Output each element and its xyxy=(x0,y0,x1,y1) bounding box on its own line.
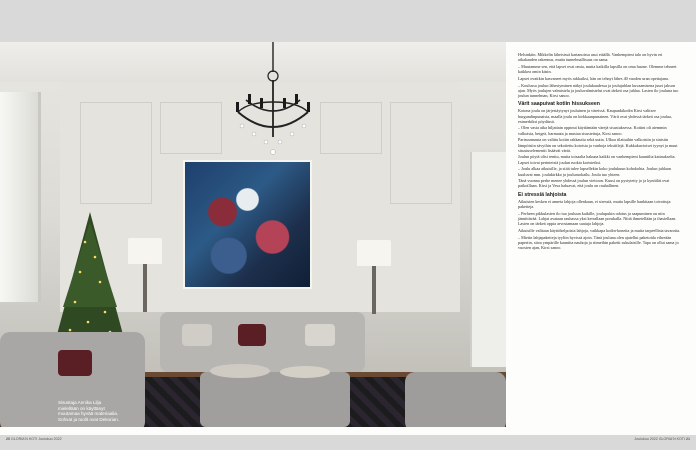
article-paragraph: Kotona joulu on järjestäytynyt jouluinen ja väreissä. Kaupunkikodin Kirsi valitsee burgundinpunaista, maalla joulu on kirkkaanpunainen. Värit ovat yhdessä tärkeä osa joulua, esimerkiksi pöydässä. xyxy=(518,108,672,124)
article-paragraph: Tänä vuonna perhe menee yhdessä joulun viettoon. Kuusi on pystytetty jo ja kynttilät ovat paikoillaan. Kirsi ja Vesa haluavat, että joulu on rauhallinen. xyxy=(518,178,670,189)
article-paragraph: – Mietin lahjapaketteja tyyliin hyvissä ajoin. Tänä jouluna olen ajatellut paketoida vihreään paperiin, sitoa ympärille kauniita nauhoja ja riimeihin paketit sukulaisille. Tapa on ollut sama jo vuosien ajan, Kirsi sanoo. xyxy=(518,234,679,250)
section-heading: Värit saapuivat kotiin hissukseen xyxy=(518,101,600,108)
magazine-name: GLORIA'N KOTI xyxy=(658,437,685,441)
living-room-photo xyxy=(0,42,506,427)
page-number: 20 xyxy=(6,437,10,441)
christmas-tree-icon xyxy=(55,212,125,352)
article-paragraph: – Joulu alkaa aikuisille, ja siitä tulee lapsellekin koko joulukuun kohokohta. Joulun juhlaan kuuluvat mm. joulukirkko ja jouluruokailu. Joulu tuo yhteen. xyxy=(518,166,671,177)
wall-panel xyxy=(390,102,452,204)
chandelier-icon xyxy=(228,42,318,172)
article-paragraph: Joulun pöytä olisi renttu, mutta toisaalta hakuna kaikki on vanhempieni kauniilta kattaukselta. Lapset toivat perinteisiä joulun ruokia koristeiksi. xyxy=(518,154,676,165)
article-paragraph: – Muutamme sen, että lapset ovat omia, mutta kaikilla lapsilla on oma huone. Olemme tehneet kaikkea omin käsin. xyxy=(518,63,677,75)
issue-date: Joulukuu 2022 xyxy=(634,437,658,441)
abstract-floral-painting xyxy=(183,160,312,289)
article-paragraph: – Olen vasta aika hiljattain oppinut käyttämään värejä sisustuksessa. Kotiini oli aiemmin valkoista, beigeä, harmaata ja mustaa sisustettuja, Kirsi sanoo. xyxy=(518,125,667,136)
window xyxy=(0,92,41,302)
magazine-name: GLORIA'N KOTI xyxy=(11,437,38,441)
photo-caption: Sisustaja Annika Lilja mielellään on käyttänyt muutamaa hyvää materiaalia. Sohvat ja tuolit ovat Dekorian. xyxy=(58,400,120,422)
section-heading: Ei stressiä lahjoista xyxy=(518,191,567,198)
wall-panel xyxy=(80,102,152,204)
grey-chair xyxy=(405,372,506,427)
article-paragraph: Aikuisille valitaan käyttökelpoisia lahjoja, vaikkapa kodin-koneita ja muita tarpeellisia tavaroita. xyxy=(518,227,681,233)
footer-right xyxy=(634,437,690,441)
article-paragraph: Lapset ovattkin kasvaneet myös rakkaiksi, hän on tehnyt lähes 40 vuoden uran opettajana. xyxy=(518,75,669,81)
issue-date: Joulukuu 2022 xyxy=(38,437,62,441)
article-paragraph: – Koulussa joulun lähestyminen näkyi joulukaudessa ja joulujuhlan kuvaamisena juuri jakson ajan. Myös joulujen valmistelu ja jouluvalmistelut ovat tärkeä osa juhlaa. Lasten ilo jouluna tuo joulun tunnelman, Kirsi sanoo. xyxy=(518,82,679,98)
article-paragraph: – Perheen pikkulasten ilo tuo jouluun kaikille, joulupukin odotus ja saapuminen on niin jännittävää. Lahjat avataan rauhassa yksi kerrallaan porukalla. Niitä ihmetellään ja ihastellaan. Lasten on tärkeä oppia arvostamaan saatuja lahjoja. xyxy=(518,210,677,227)
article-text-column xyxy=(518,52,682,252)
footer-left xyxy=(6,437,62,441)
table-lamp-right xyxy=(357,240,391,266)
article-paragraph: Helsinkiin. Mikkelin läheisissä kartanoissa asui etäällä. Vanhempieni talo on hyvin eri aikakauden rakennus, mutta tunnelmallisuus on sama. xyxy=(518,52,663,63)
wall-panel xyxy=(160,102,222,154)
tufted-ottoman xyxy=(200,372,350,427)
article-paragraph: Aikuisten kesken ei anneta lahjoja ollenkaan, ei stressiä, mutta lapsille hankitaan toivottuja paketteja. xyxy=(518,198,671,210)
table-lamp-left xyxy=(128,238,162,264)
door xyxy=(470,152,506,367)
magazine-spread xyxy=(0,42,696,435)
grey-sofa xyxy=(160,312,365,372)
article-paragraph: Parisuunnasta on valittu kotiin rakkautta sekä uutta. Ulkoa tilattuihin valkoisiin ja sinisiin lämpöisiin sävyihin on sekoitettu kotoisia ja vanhoja tekstiilejä. Kukkakuvioiset tyynyt ja muut sisustuselementit lisäävät väriä. xyxy=(518,137,678,153)
wall-panel xyxy=(320,102,382,154)
page-number: 21 xyxy=(686,437,690,441)
